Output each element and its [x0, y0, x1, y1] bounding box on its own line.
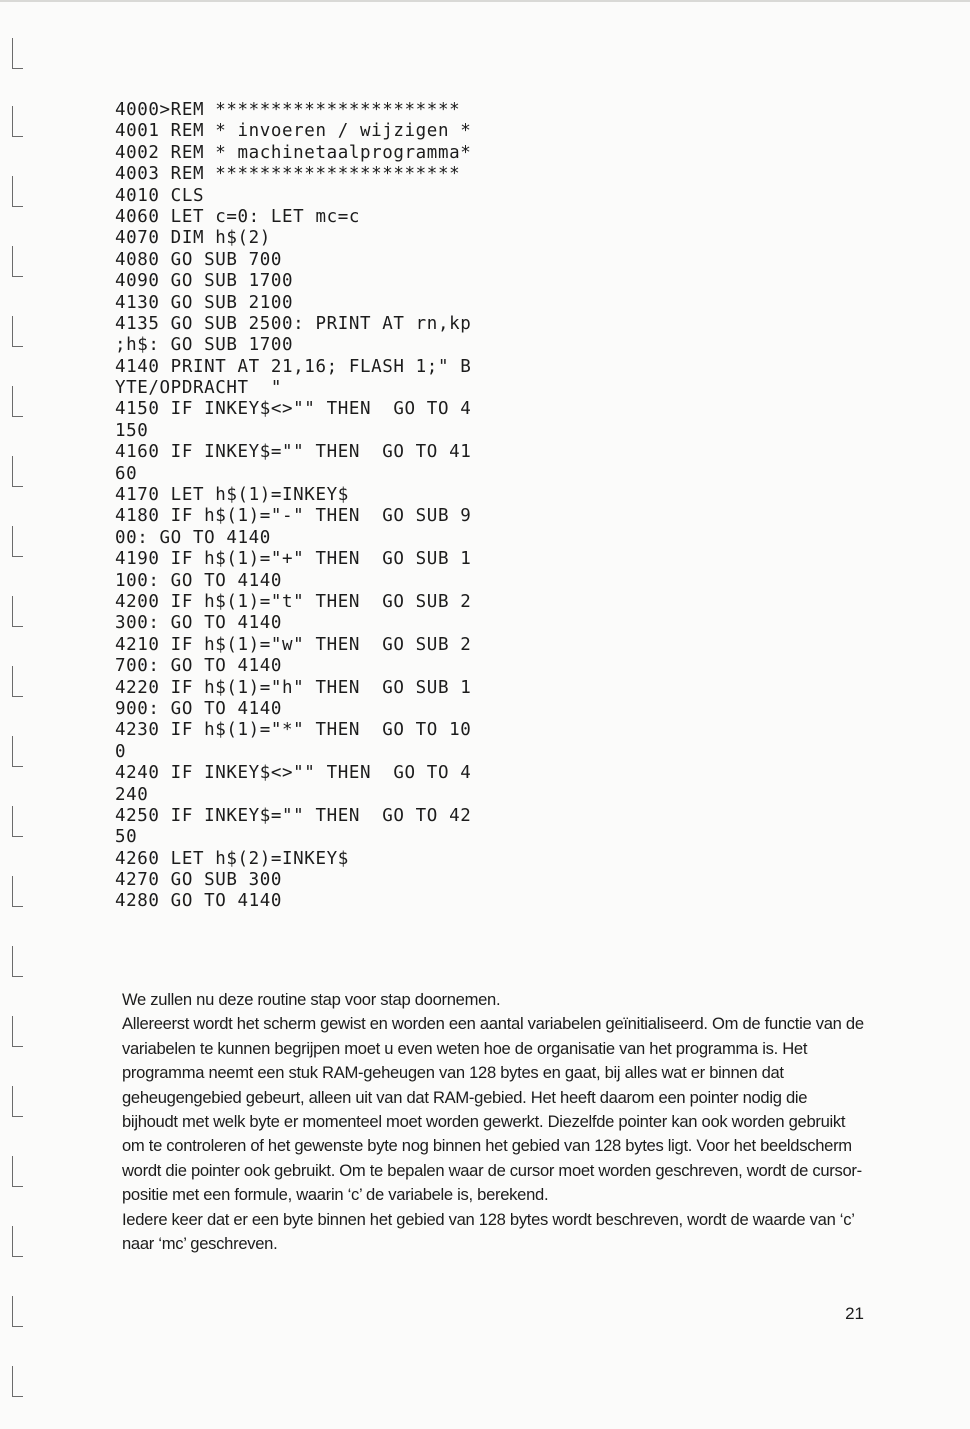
code-line: 50	[115, 827, 138, 848]
code-line: 4210 IF h$(1)="w" THEN GO SUB 2	[115, 634, 472, 655]
binding-mark	[12, 526, 23, 557]
page-number: 21	[845, 1304, 864, 1323]
page-top-edge	[0, 0, 970, 2]
code-line: 150	[115, 420, 149, 441]
code-line: 4070 DIM h$(2)	[115, 228, 271, 249]
binding-mark	[12, 1226, 23, 1257]
code-line: 240	[115, 784, 149, 805]
code-line: 4003 REM **********************	[115, 164, 461, 185]
code-line: 4260 LET h$(2)=INKEY$	[115, 848, 349, 869]
paragraph: We zullen nu deze routine stap voor stap doornemen.	[122, 990, 501, 1009]
code-line: 4180 IF h$(1)="-" THEN GO SUB 9	[115, 506, 472, 527]
code-line: 4230 IF h$(1)="*" THEN GO TO 10	[115, 720, 472, 741]
binding-mark	[12, 176, 23, 207]
binding-mark	[12, 316, 23, 347]
code-line: 00: GO TO 4140	[115, 527, 271, 548]
binding-mark	[12, 1086, 23, 1117]
code-line: 4250 IF INKEY$="" THEN GO TO 42	[115, 805, 472, 826]
code-line: 700: GO TO 4140	[115, 656, 283, 677]
code-line: 4080 GO SUB 700	[115, 249, 283, 270]
code-line: 4160 IF INKEY$="" THEN GO TO 41	[115, 442, 472, 463]
binding-mark	[12, 806, 23, 837]
code-line: 4190 IF h$(1)="+" THEN GO SUB 1	[115, 549, 472, 570]
binding-mark	[12, 106, 23, 137]
binding-mark	[12, 1016, 23, 1047]
paragraph: Iedere keer dat er een byte binnen het gebied van 128 bytes wordt beschreven, wordt de waarde van ‘c’ naar ‘mc’ geschreven.	[122, 1209, 854, 1254]
code-line: 4001 REM * invoeren / wijzigen *	[115, 121, 472, 142]
basic-code-listing	[115, 100, 535, 913]
code-line: 4150 IF INKEY$<>"" THEN GO TO 4	[115, 399, 472, 420]
binding-mark	[12, 1156, 23, 1187]
paragraph: Allereerst wordt het scherm gewist en worden een aantal variabelen geïnitialiseerd. Om de functie van de variabelen te kunnen begrijpen moet u even weten hoe de organisatie van het programma is. Het programma neemt een stuk RAM-geheugen van 128 bytes en gaat, bij alles wat er binnen dat geheugengebied gebeurt, alleen uit van dat RAM-gebied. Het heeft daarom een pointer nodig die bijhoudt met welk byte er momenteel moet worden gewerkt. Diezelfde pointer kan ook worden gebruikt om te controleren of het gewenste byte nog binnen het gebied van 128 bytes ligt. Voor het beeldscherm wordt die pointer ook gebruikt. Om te bepalen waar de cursor moet worden geschreven, wordt de cursor-positie met een formule, waarin ‘c’ de variabele is, berekend.	[122, 1014, 864, 1205]
binding-mark	[12, 1366, 23, 1397]
code-line: 4200 IF h$(1)="t" THEN GO SUB 2	[115, 591, 472, 612]
binding-mark	[12, 456, 23, 487]
code-line: ;h$: GO SUB 1700	[115, 335, 294, 356]
binding-mark	[12, 946, 23, 977]
code-line: 4060 LET c=0: LET mc=c	[115, 206, 360, 227]
code-line: YTE/OPDRACHT "	[115, 378, 283, 399]
binding-mark	[12, 1296, 23, 1327]
binding-mark	[12, 386, 23, 417]
binding-mark	[12, 736, 23, 767]
code-line: 4240 IF INKEY$<>"" THEN GO TO 4	[115, 763, 472, 784]
code-line: 4280 GO TO 4140	[115, 891, 283, 912]
body-text	[122, 988, 867, 1256]
code-line: 4000>REM **********************	[115, 100, 461, 120]
binding-mark	[12, 246, 23, 277]
code-line: 4140 PRINT AT 21,16; FLASH 1;" B	[115, 356, 472, 377]
code-line: 100: GO TO 4140	[115, 570, 283, 591]
binding-mark	[12, 596, 23, 627]
binding-mark	[12, 38, 23, 69]
code-line: 4135 GO SUB 2500: PRINT AT rn,kp	[115, 313, 472, 334]
code-line: 300: GO TO 4140	[115, 613, 283, 634]
code-line: 4270 GO SUB 300	[115, 870, 283, 891]
code-line: 4010 CLS	[115, 185, 205, 206]
code-line: 4170 LET h$(1)=INKEY$	[115, 485, 349, 506]
code-line: 0	[115, 741, 127, 762]
binding-mark	[12, 666, 23, 697]
code-line: 4220 IF h$(1)="h" THEN GO SUB 1	[115, 677, 472, 698]
code-line: 60	[115, 463, 138, 484]
binding-hole-marks	[12, 18, 32, 1418]
code-line: 900: GO TO 4140	[115, 698, 283, 719]
binding-mark	[12, 876, 23, 907]
code-line: 4002 REM * machinetaalprogramma*	[115, 142, 472, 163]
code-line: 4090 GO SUB 1700	[115, 271, 294, 292]
code-line: 4130 GO SUB 2100	[115, 292, 294, 313]
